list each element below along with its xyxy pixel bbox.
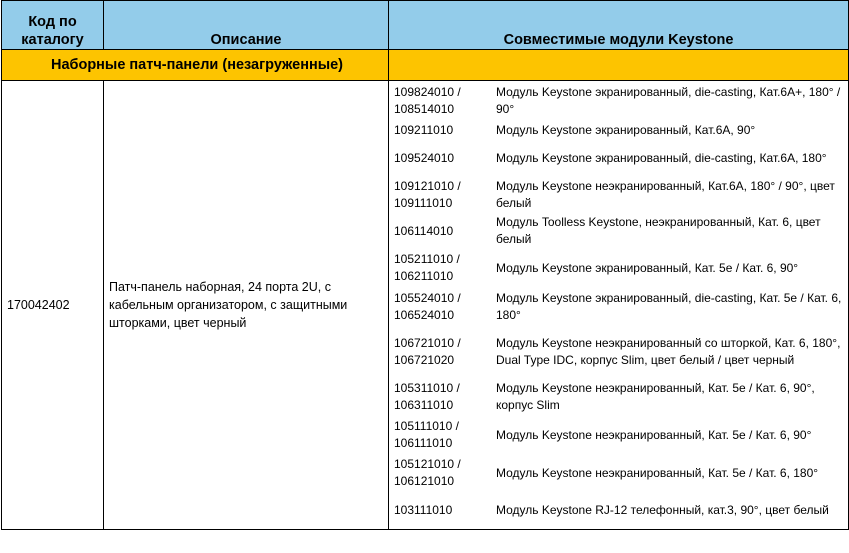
module-description: Модуль Keystone экранированный, die-casting, Кат.6А, 180°	[496, 150, 827, 165]
product-description: Патч-панель наборная, 24 порта 2U, с кабельным организатором, с защитными шторками, цвет черный	[104, 81, 389, 530]
modules-list	[389, 81, 849, 530]
section-title: Наборные патч-панели (незагруженные)	[2, 50, 389, 81]
module-code: 109121010 / 109111010	[394, 178, 461, 210]
module-row	[389, 287, 848, 326]
module-row	[389, 249, 848, 287]
module-code: 106114010	[394, 223, 454, 238]
module-code: 109524010	[394, 150, 455, 165]
module-description: Модуль Keystone экранированный, die-casting, Кат.6А+, 180° / 90°	[496, 84, 841, 116]
product-row	[2, 81, 849, 530]
module-code: 105311010 / 106311010	[394, 381, 460, 412]
module-row	[389, 140, 848, 176]
header-row	[2, 1, 849, 50]
module-description: Модуль Keystone неэкранированный, Кат.6А, 180° / 90°, цвет белый	[496, 178, 835, 210]
module-code: 103111010	[394, 503, 453, 517]
module-row	[389, 326, 848, 378]
module-description: Модуль Keystone экранированный, Кат. 5е / Кат. 6, 90°	[496, 260, 799, 275]
module-description: Модуль Keystone неэкранированный, Кат. 5е / Кат. 6, 90°	[496, 427, 812, 442]
module-description: Модуль Keystone неэкранированный, Кат. 5е / Кат. 6, 90°, корпус Slim	[496, 381, 815, 412]
catalog-code-header: Код по каталогу	[2, 1, 104, 50]
module-code: 109824010 / 108514010	[394, 84, 461, 116]
product-catalog-code: 170042402	[2, 81, 104, 530]
module-description: Модуль Keystone экранированный, die-casting, Кат. 5е / Кат. 6, 180°	[496, 290, 842, 322]
module-row	[389, 454, 848, 492]
module-code: 109211010	[394, 122, 454, 137]
module-description: Модуль Keystone RJ-12 телефонный, кат.3, 90°, цвет белый	[496, 503, 829, 517]
module-code: 105111010 / 106111010	[394, 419, 459, 450]
module-code: 106721010 / 106721020	[394, 336, 461, 367]
section-row	[2, 50, 849, 81]
modules-container	[389, 81, 848, 529]
module-row	[389, 176, 848, 213]
module-row	[389, 378, 848, 416]
module-code: 105121010 / 106121010	[394, 457, 461, 488]
section-empty-cell	[389, 50, 849, 81]
module-description: Модуль Keystone неэкранированный со шторкой, Кат. 6, 180°, Dual Type IDC, корпус Slim, цвет белый / цвет черный	[496, 336, 841, 367]
description-header: Описание	[104, 1, 389, 50]
catalog-table	[1, 0, 849, 530]
module-description: Модуль Keystone экранированный, Кат.6А, 90°	[496, 122, 756, 137]
module-row	[389, 492, 848, 529]
module-row	[389, 213, 848, 249]
compatible-modules-header: Совместимые модули Keystone	[389, 1, 849, 50]
module-code: 105211010 / 106211010	[394, 252, 460, 283]
module-row	[389, 416, 848, 454]
module-description: Модуль Toolless Keystone, неэкранированный, Кат. 6, цвет белый	[496, 215, 821, 246]
module-description: Модуль Keystone неэкранированный, Кат. 5е / Кат. 6, 180°	[496, 465, 819, 480]
module-row	[389, 81, 848, 120]
module-row	[389, 120, 848, 140]
module-code: 105524010 / 106524010	[394, 290, 461, 322]
